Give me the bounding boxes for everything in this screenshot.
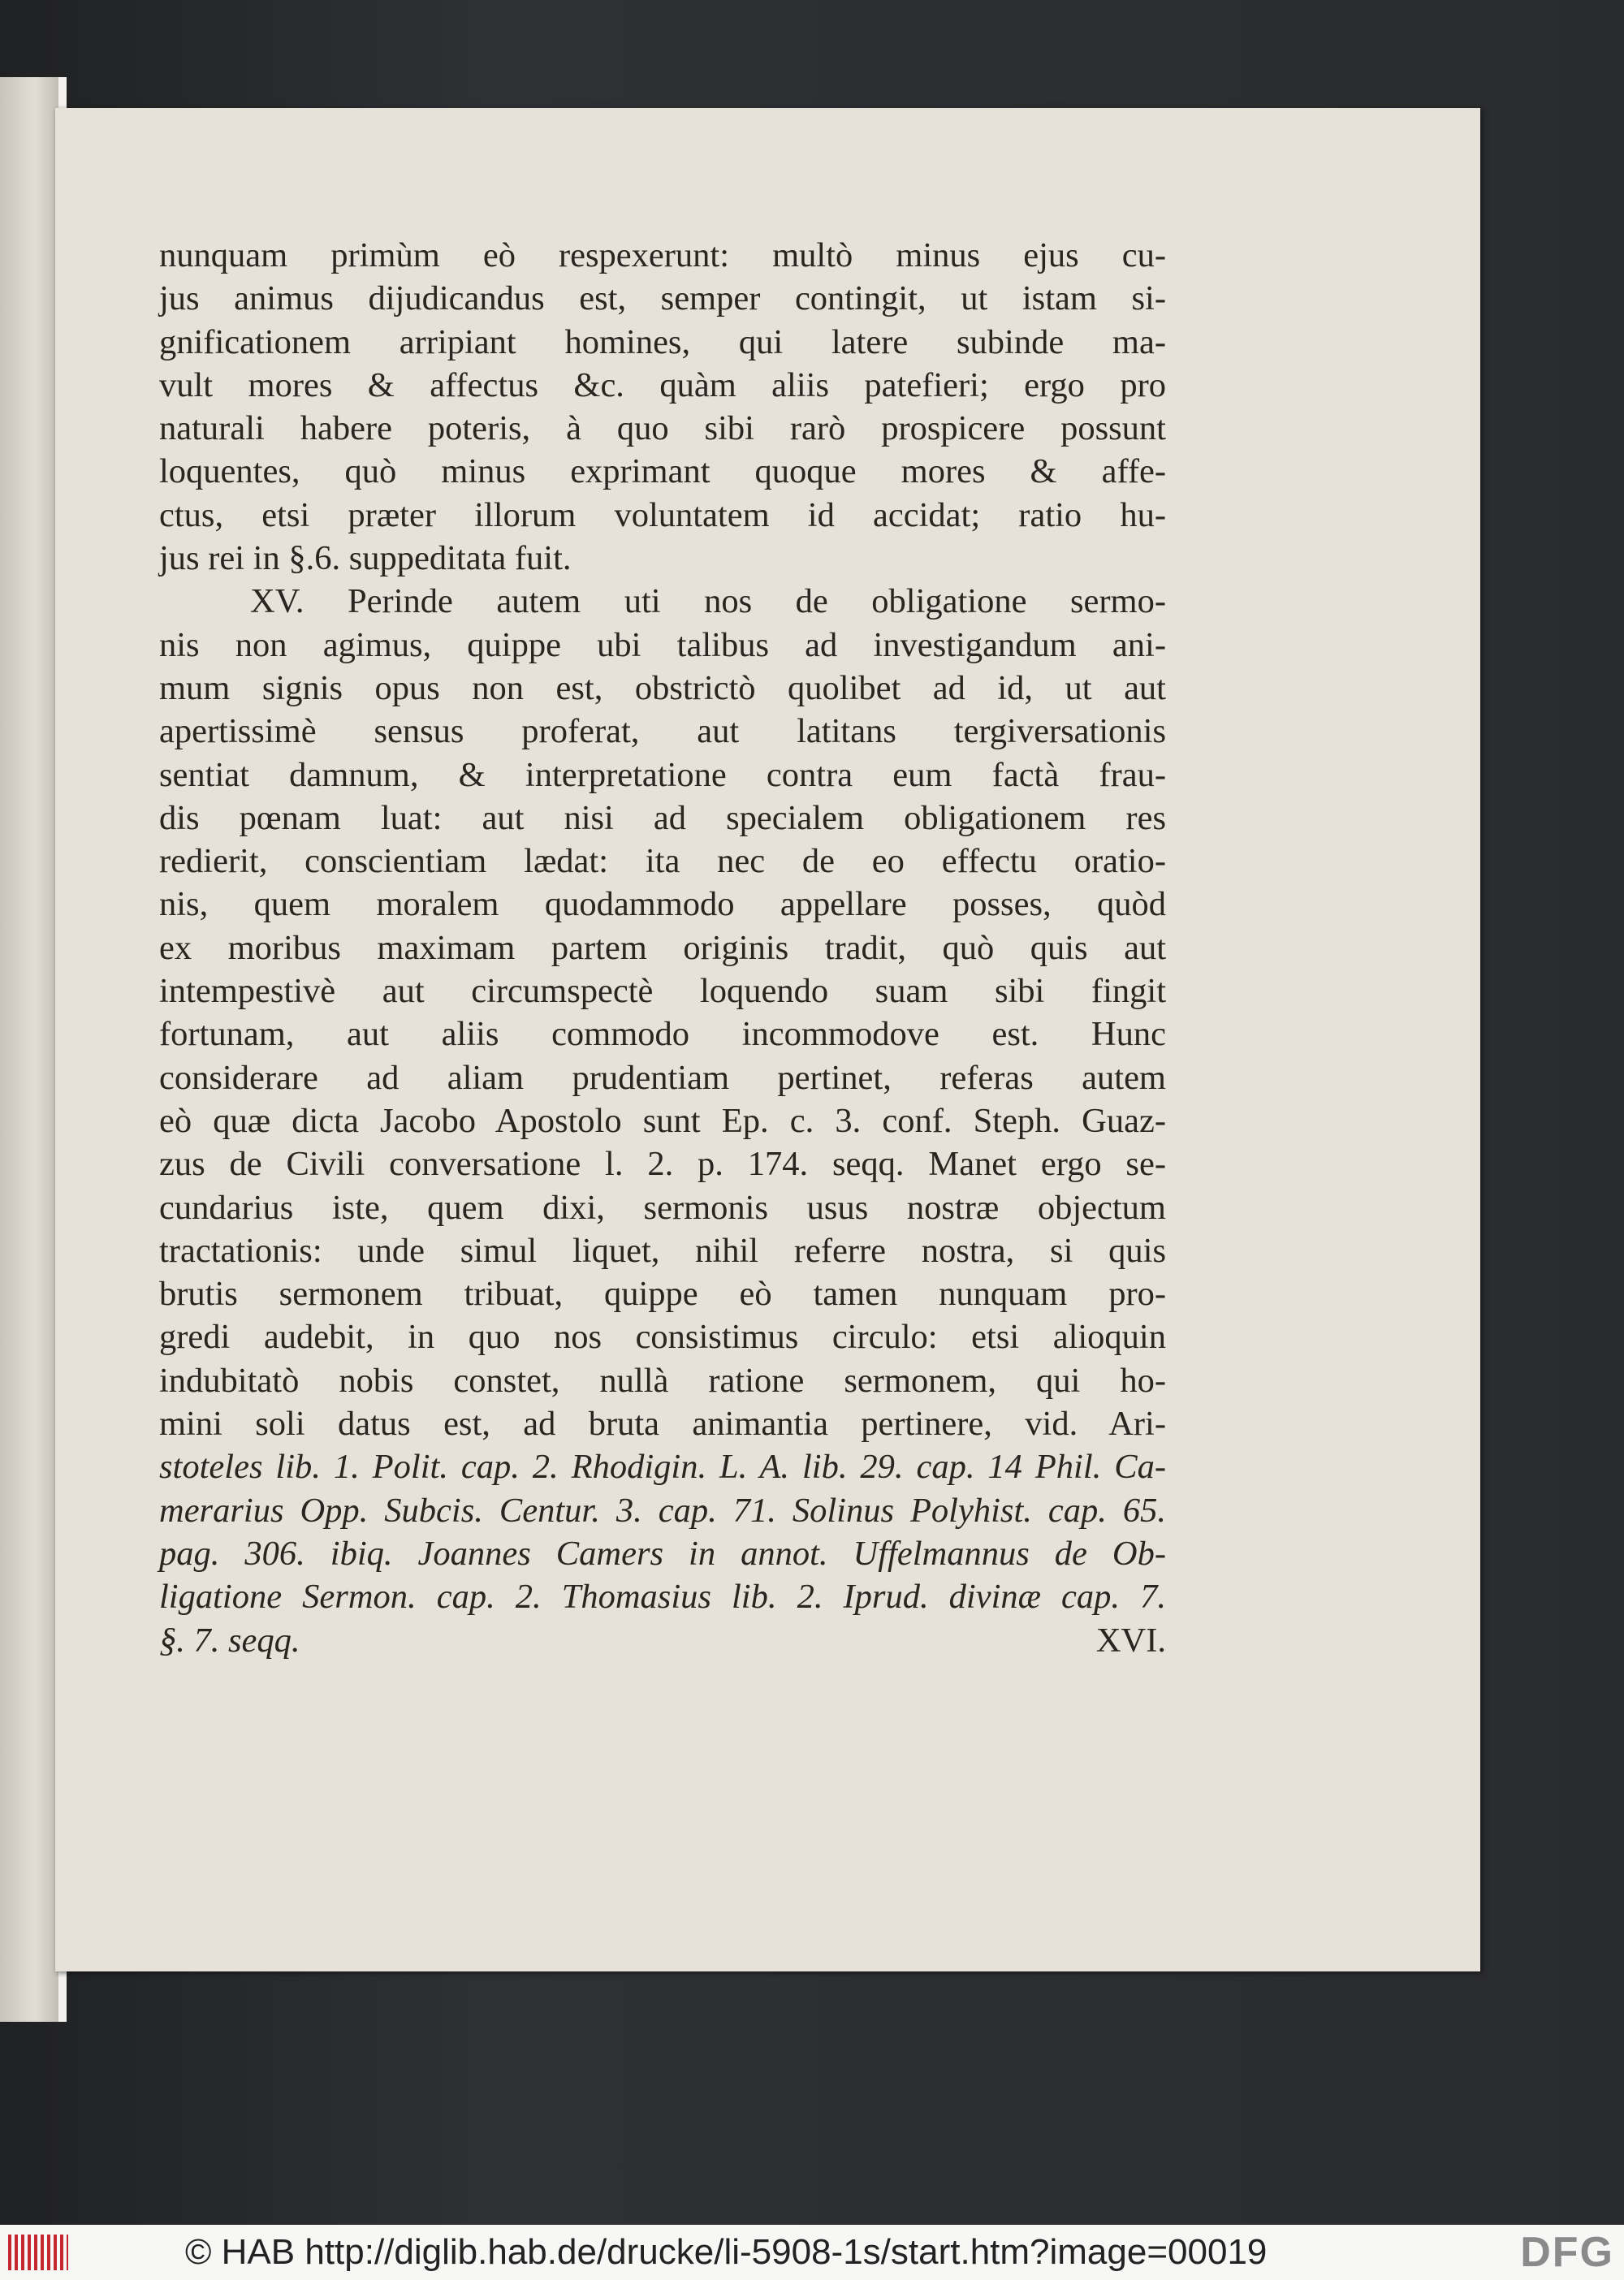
text-line: indubitatò nobis constet, nullà ratione sermonem, qui ho- [159, 1361, 1166, 1400]
text-line: brutis sermonem tribuat, quippe eò tamen nunquam pro- [159, 1275, 1166, 1314]
text-line: jus rei in §.6. suppeditata fuit. [159, 539, 572, 578]
citation-line: merarius Opp. Subcis. Centur. 3. cap. 71. Solinus Polyhist. cap. 65. [159, 1491, 1166, 1530]
text-line: sentiat damnum, & interpretatione contra eum factà frau- [159, 755, 1166, 794]
text-line: jus animus dijudicandus est, semper contingit, ut istam si- [159, 279, 1166, 318]
text-line: ex moribus maximam partem originis tradit, quò quis aut [159, 928, 1166, 967]
citation-end: §. 7. seqq. [159, 1621, 300, 1660]
text-line: cundarius iste, quem dixi, sermonis usus nostræ objectum [159, 1188, 1166, 1227]
text-line: gredi audebit, in quo nos consistimus circulo: etsi alioquin [159, 1318, 1166, 1357]
hab-logo-icon [8, 2235, 68, 2270]
text-line: considerare ad aliam prudentiam pertinet, referas autem [159, 1058, 1166, 1097]
text-line: redierit, conscientiam lædat: ita nec de eo effectu oratio- [159, 842, 1166, 881]
text-line: vult mores & affectus &c. quàm aliis patefieri; ergo pro [159, 365, 1166, 404]
text-line: apertissimè sensus proferat, aut latitans tergiversationis [159, 712, 1166, 751]
book-page [55, 108, 1480, 1971]
catchword: XVI. [1095, 1621, 1166, 1660]
section-heading-line: XV. Perinde autem uti nos de obligatione sermo- [250, 582, 1166, 621]
facing-page-edge [0, 77, 63, 2022]
text-line: mini soli datus est, ad bruta animantia pertinere, vid. Ari- [159, 1405, 1166, 1444]
dfg-logo: DFG [1520, 2229, 1614, 2276]
citation-line: stoteles lib. 1. Polit. cap. 2. Rhodigin. L. A. lib. 29. cap. 14 Phil. Ca- [159, 1448, 1166, 1487]
text-line: loquentes, quò minus exprimant quoque mores & affe- [159, 452, 1166, 491]
final-line [159, 1619, 1166, 1662]
text-line: nis non agimus, quippe ubi talibus ad investigandum ani- [159, 625, 1166, 664]
viewer-footer [0, 2225, 1624, 2280]
text-line: intempestivè aut circumspectè loquendo suam sibi fingit [159, 972, 1166, 1011]
citation-line: ligatione Sermon. cap. 2. Thomasius lib. 2. Iprud. divinæ cap. 7. [159, 1578, 1166, 1617]
copyright-url[interactable]: © HAB http://diglib.hab.de/drucke/li-5908-1s/start.htm?image=00019 [185, 2232, 1268, 2272]
text-line: fortunam, aut aliis commodo incommodove est. Hunc [159, 1015, 1166, 1054]
text-line: tractationis: unde simul liquet, nihil referre nostra, si quis [159, 1231, 1166, 1270]
text-line: nunquam primùm eò respexerunt: multò minus ejus cu- [159, 236, 1166, 274]
text-line: eò quæ dicta Jacobo Apostolo sunt Ep. c. 3. conf. Steph. Guaz- [159, 1101, 1166, 1140]
text-line: dis pœnam luat: aut nisi ad specialem obligationem res [159, 798, 1166, 837]
text-line: nis, quem moralem quodammodo appellare posses, quòd [159, 885, 1166, 924]
text-line: mum signis opus non est, obstrictò quolibet ad id, ut aut [159, 668, 1166, 707]
text-line: gnificationem arripiant homines, qui latere subinde ma- [159, 322, 1166, 361]
text-line: naturali habere poteris, à quo sibi rarò prospicere possunt [159, 409, 1166, 448]
text-line: ctus, etsi præter illorum voluntatem id accidat; ratio hu- [159, 495, 1166, 534]
citation-line: pag. 306. ibiq. Joannes Camers in annot. Uffelmannus de Ob- [159, 1534, 1166, 1573]
page-text [159, 234, 1166, 1662]
text-line: zus de Civili conversatione l. 2. p. 174. seqq. Manet ergo se- [159, 1145, 1166, 1184]
